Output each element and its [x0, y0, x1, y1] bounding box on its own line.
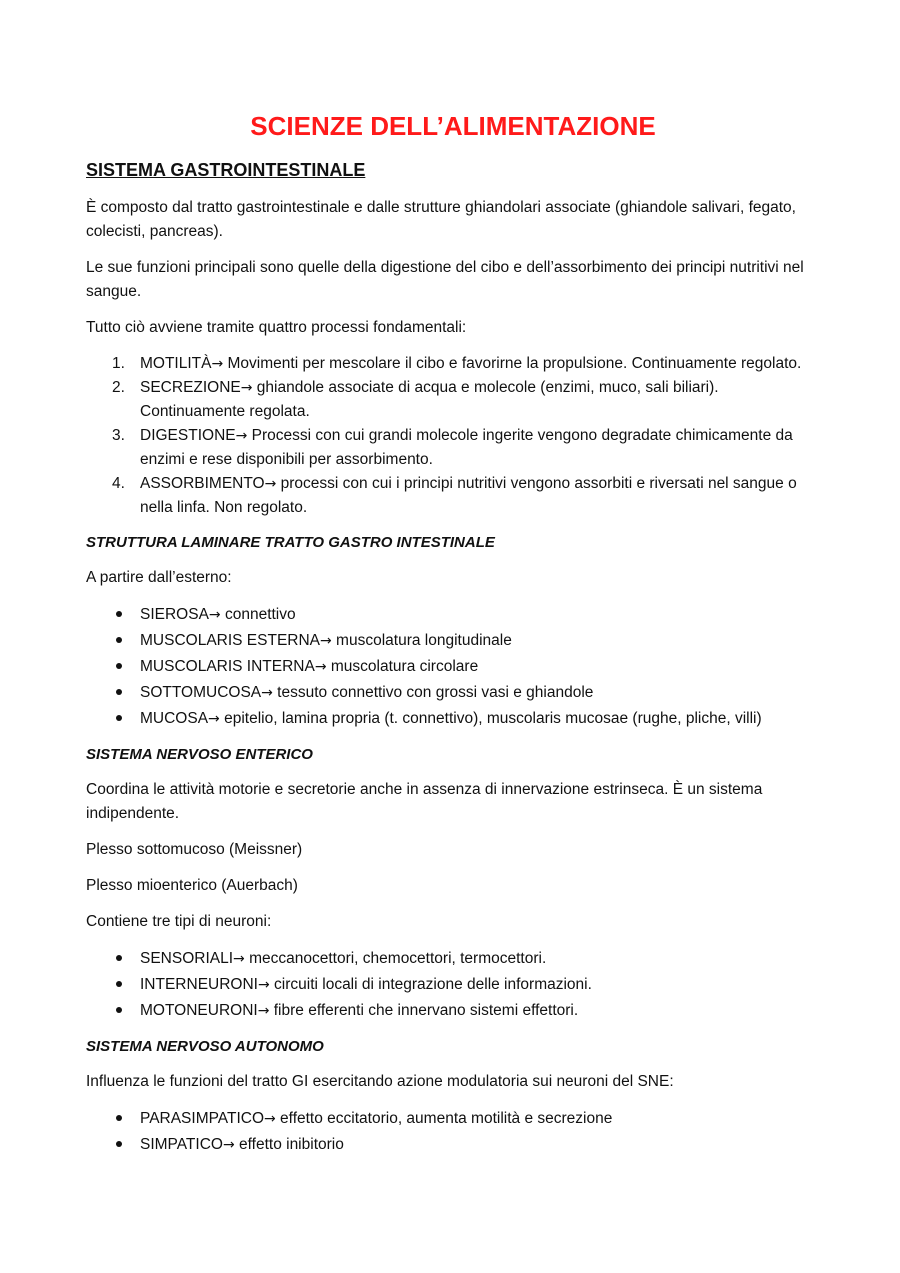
list-item: INTERNEURONI→ circuiti locali di integrazione delle informazioni.: [140, 972, 820, 998]
list-item: MOTILITÀ→ Movimenti per mescolare il cibo e favorirne la propulsione. Continuamente regolato.: [140, 355, 802, 372]
list-item: MOTONEURONI→ fibre efferenti che innervano sistemi effettori.: [140, 998, 820, 1024]
list-item: SIMPATICO→ effetto inibitorio: [140, 1132, 820, 1158]
autonomic-list: [86, 1106, 820, 1158]
arrow-icon: →: [208, 711, 220, 727]
enteric-plexus-myenteric: Plesso mioenterico (Auerbach): [86, 877, 298, 894]
list-item: SOTTOMUCOSA→ tessuto connettivo con grossi vasi e ghiandole: [140, 680, 820, 706]
arrow-icon: →: [208, 607, 221, 623]
enteric-paragraph: Coordina le attività motorie e secretorie anche in assenza di innervazione estrinseca. È un sistema indipendente.: [86, 781, 763, 822]
list-item: MUCOSA→ epitelio, lamina propria (t. connettivo), muscolaris mucosae (rughe, pliche, villi): [140, 706, 820, 732]
laminar-list: [86, 602, 820, 732]
document-title: SCIENZE DELL’ALIMENTAZIONE: [250, 111, 656, 141]
list-item: DIGESTIONE→ Processi con cui grandi molecole ingerite vengono degradate chimicamente da enzimi e rese disponibili per assorbimento.: [140, 427, 793, 468]
processes-intro: Tutto ciò avviene tramite quattro processi fondamentali:: [86, 319, 467, 336]
arrow-icon: →: [240, 380, 253, 396]
enteric-heading: SISTEMA NERVOSO ENTERICO: [86, 746, 313, 763]
autonomic-heading: SISTEMA NERVOSO AUTONOMO: [86, 1038, 324, 1055]
arrow-icon: →: [314, 659, 327, 675]
list-item: SIEROSA→ connettivo: [140, 602, 820, 628]
arrow-icon: →: [264, 1111, 276, 1127]
list-item: PARASIMPATICO→ effetto eccitatorio, aumenta motilità e secrezione: [140, 1106, 820, 1132]
laminar-heading: STRUTTURA LAMINARE TRATTO GASTRO INTESTINALE: [86, 534, 495, 551]
autonomic-intro: Influenza le funzioni del tratto GI esercitando azione modulatoria sui neuroni del SNE:: [86, 1073, 674, 1090]
list-item: MUSCOLARIS INTERNA→ muscolatura circolare: [140, 654, 820, 680]
arrow-icon: →: [264, 476, 277, 492]
arrow-icon: →: [222, 1137, 235, 1153]
enteric-plexus-submucosal: Plesso sottomucoso (Meissner): [86, 841, 303, 858]
enteric-neurons-intro: Contiene tre tipi di neuroni:: [86, 913, 272, 930]
section-heading: SISTEMA GASTROINTESTINALE: [86, 160, 366, 180]
functions-paragraph: Le sue funzioni principali sono quelle della digestione del cibo e dell’assorbimento dei principi nutritivi nel sangue.: [86, 259, 804, 300]
list-item: SECREZIONE→ ghiandole associate di acqua e molecole (enzimi, muco, sali biliari). Continuamente regolata.: [140, 379, 719, 420]
list-item: SENSORIALI→ meccanocettori, chemocettori, termocettori.: [140, 946, 820, 972]
intro-paragraph: È composto dal tratto gastrointestinale e dalle strutture ghiandolari associate (ghiandole salivari, fegato, colecisti, pancreas).: [86, 199, 796, 240]
arrow-icon: →: [257, 977, 270, 993]
arrow-icon: →: [261, 685, 273, 701]
list-item: MUSCOLARIS ESTERNA→ muscolatura longitudinale: [140, 628, 820, 654]
laminar-intro: A partire dall’esterno:: [86, 569, 232, 586]
arrow-icon: →: [235, 428, 248, 444]
arrow-icon: →: [257, 1003, 270, 1019]
arrow-icon: →: [233, 951, 245, 967]
arrow-icon: →: [320, 633, 332, 649]
processes-list: [86, 352, 820, 520]
arrow-icon: →: [211, 356, 224, 372]
list-item: ASSORBIMENTO→ processi con cui i principi nutritivi vengono assorbiti e riversati nel sangue o nella linfa. Non regolato.: [140, 475, 797, 516]
neurons-list: [86, 946, 820, 1024]
